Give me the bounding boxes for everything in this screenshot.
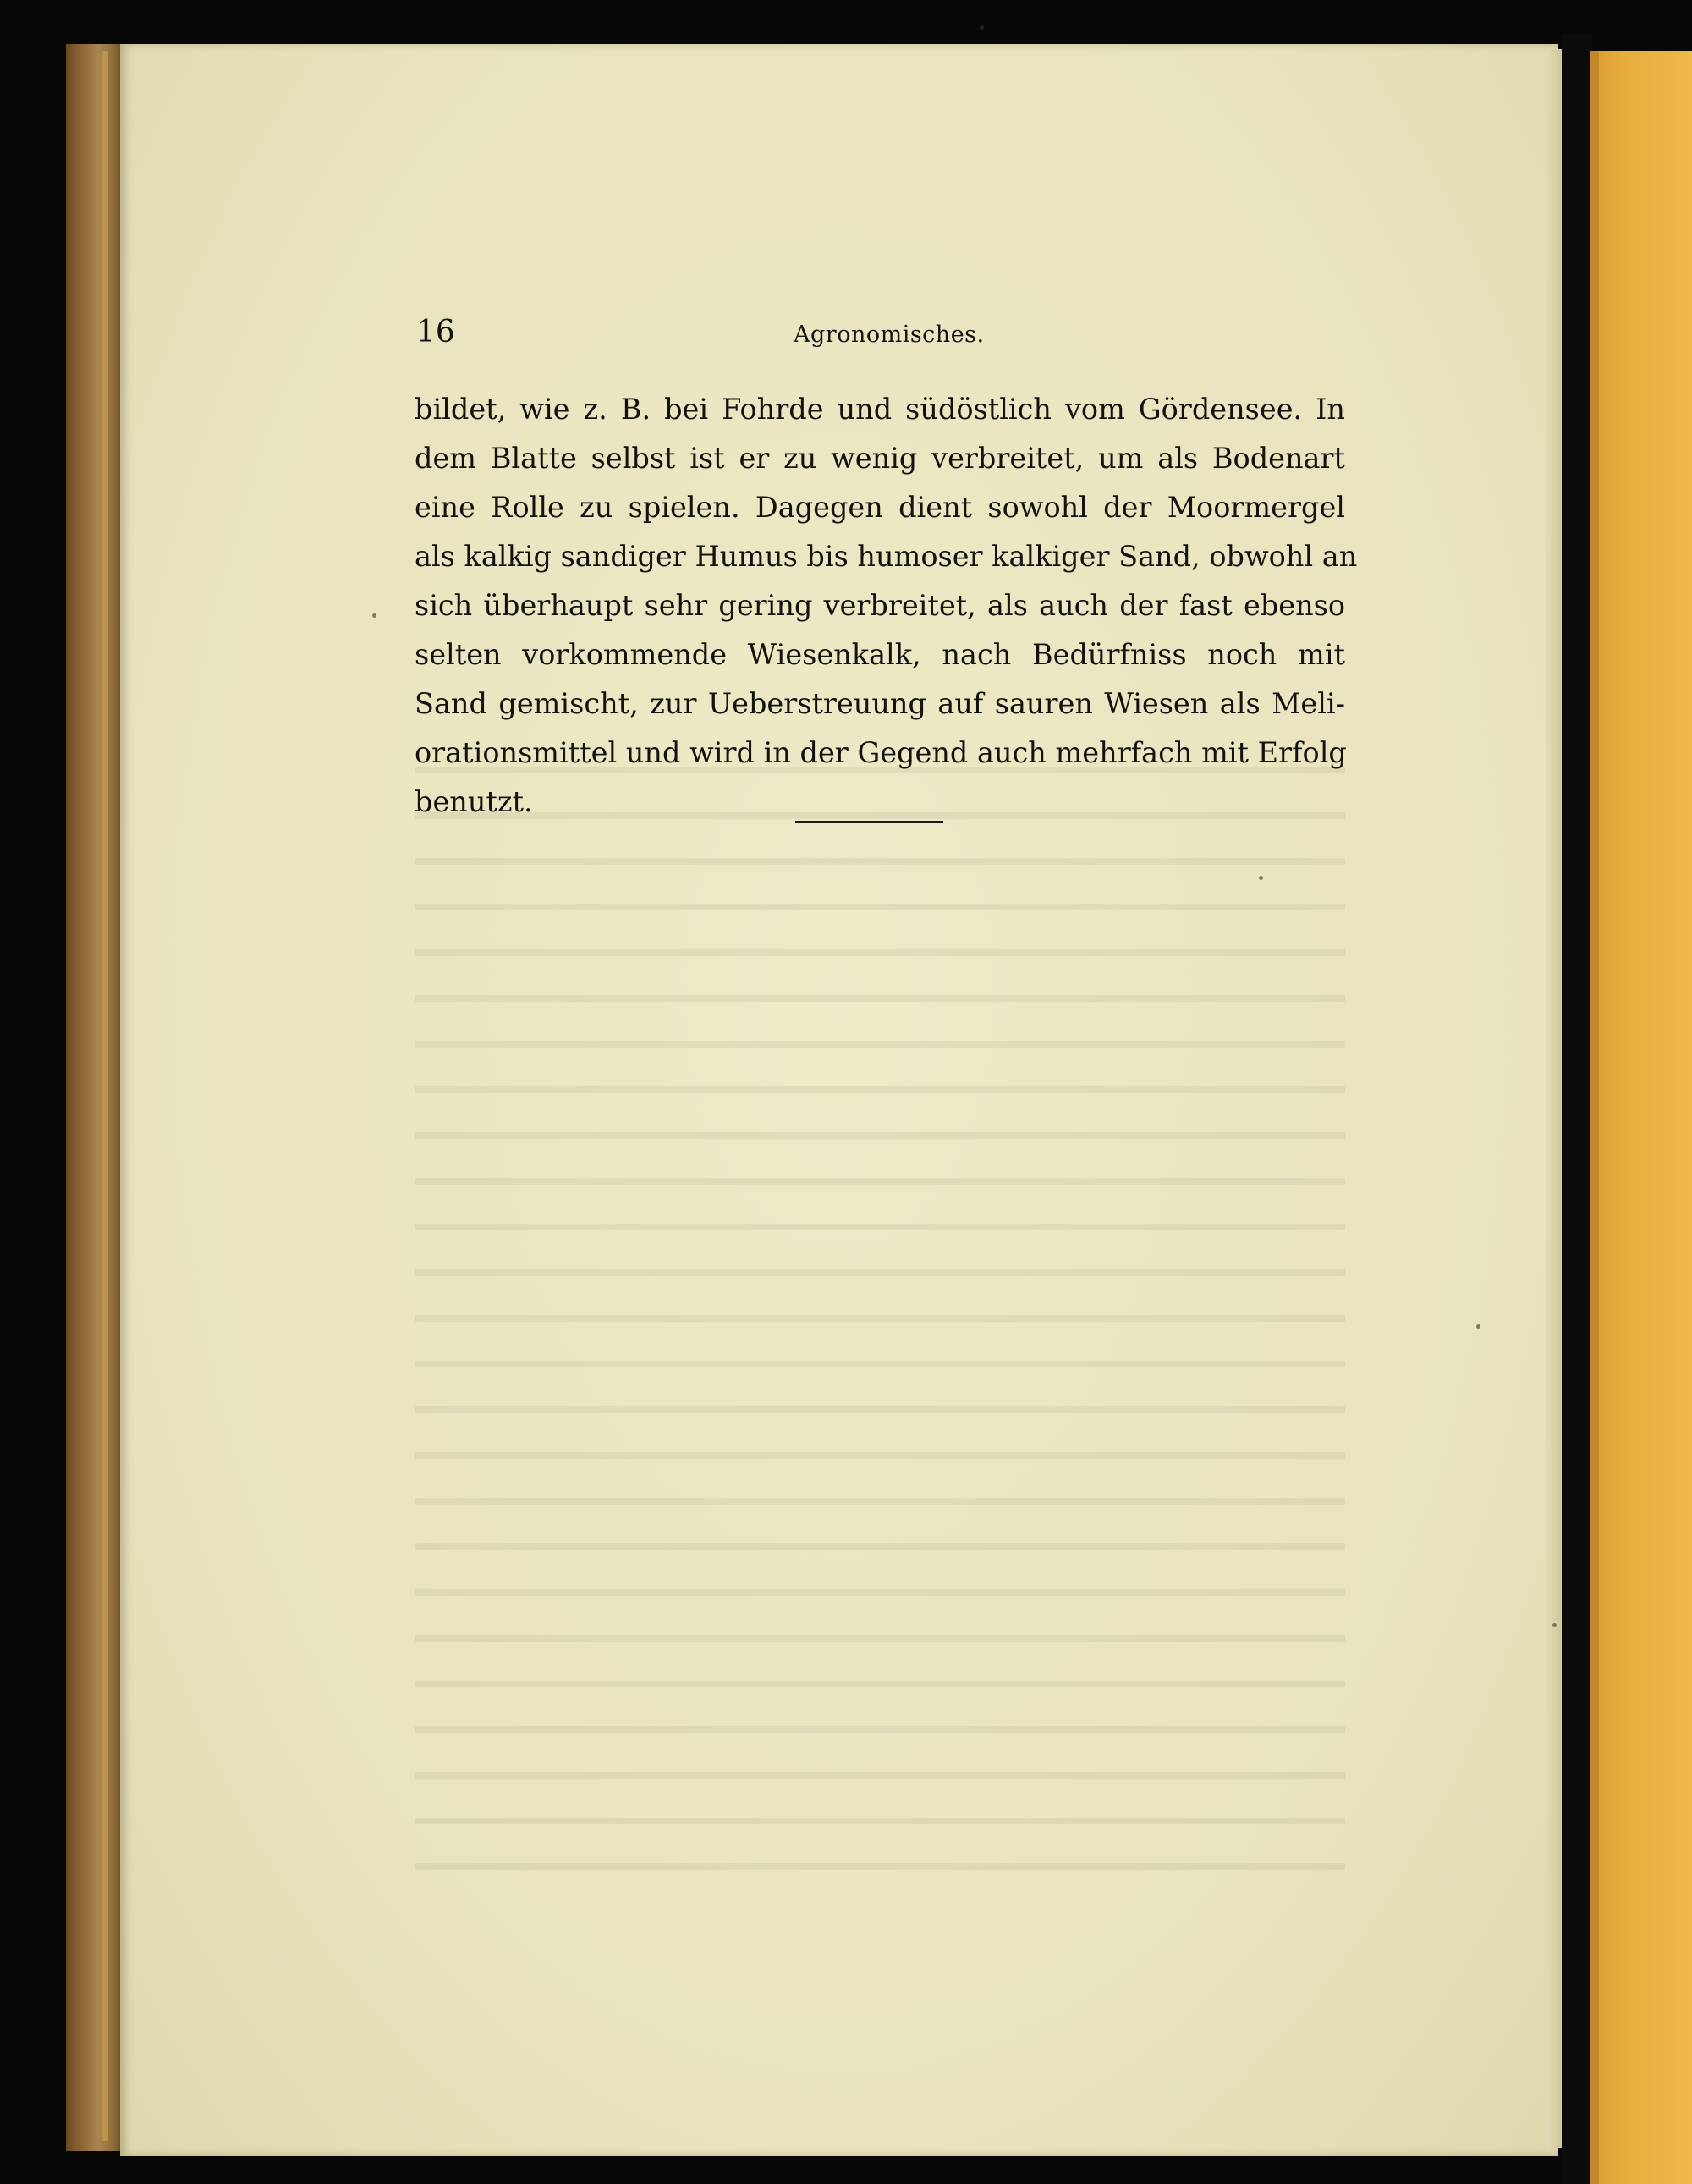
page-number: 16 bbox=[416, 315, 455, 349]
text-line: als kalkig sandiger Humus bis humoser kalkiger Sand, obwohl an bbox=[415, 540, 1358, 573]
body-paragraph bbox=[415, 385, 1358, 827]
next-leaf-border bbox=[1590, 51, 1599, 2184]
text-line: orationsmittel und wird in der Gegend auch mehrfach mit Erfolg bbox=[415, 736, 1347, 769]
section-divider-rule bbox=[795, 821, 943, 823]
paper-speck bbox=[1476, 1324, 1480, 1329]
text-line: selten vorkommende Wiesenkalk, nach Bedürfniss noch mit bbox=[415, 638, 1345, 671]
page-fore-edge bbox=[1546, 49, 1562, 2148]
text-line: bildet, wie z. B. bei Fohrde und südöstlich vom Gördensee. In bbox=[415, 393, 1345, 426]
paper-speck bbox=[1259, 876, 1263, 880]
running-head: Agronomisches. bbox=[794, 322, 985, 348]
paper-speck bbox=[980, 25, 984, 30]
spine-edge-stripe bbox=[102, 51, 108, 2141]
text-line: sich überhaupt sehr gering verbreitet, als auch der fast ebenso bbox=[415, 589, 1345, 622]
paper-speck bbox=[372, 613, 376, 618]
paper-speck bbox=[1552, 1623, 1557, 1627]
gutter-shadow bbox=[1562, 34, 1592, 2184]
text-line: Sand gemischt, zur Ueberstreuung auf sauren Wiesen als Meli- bbox=[415, 687, 1345, 720]
text-line: eine Rolle zu spielen. Dagegen dient sowohl der Moormergel bbox=[415, 491, 1345, 524]
book-spine bbox=[66, 44, 125, 2151]
text-line: benutzt. bbox=[415, 785, 533, 818]
text-line: dem Blatte selbst ist er zu wenig verbreitet, um als Bodenart bbox=[415, 442, 1345, 475]
next-leaf-edge bbox=[1592, 51, 1692, 2184]
show-through-text bbox=[415, 736, 1345, 1887]
